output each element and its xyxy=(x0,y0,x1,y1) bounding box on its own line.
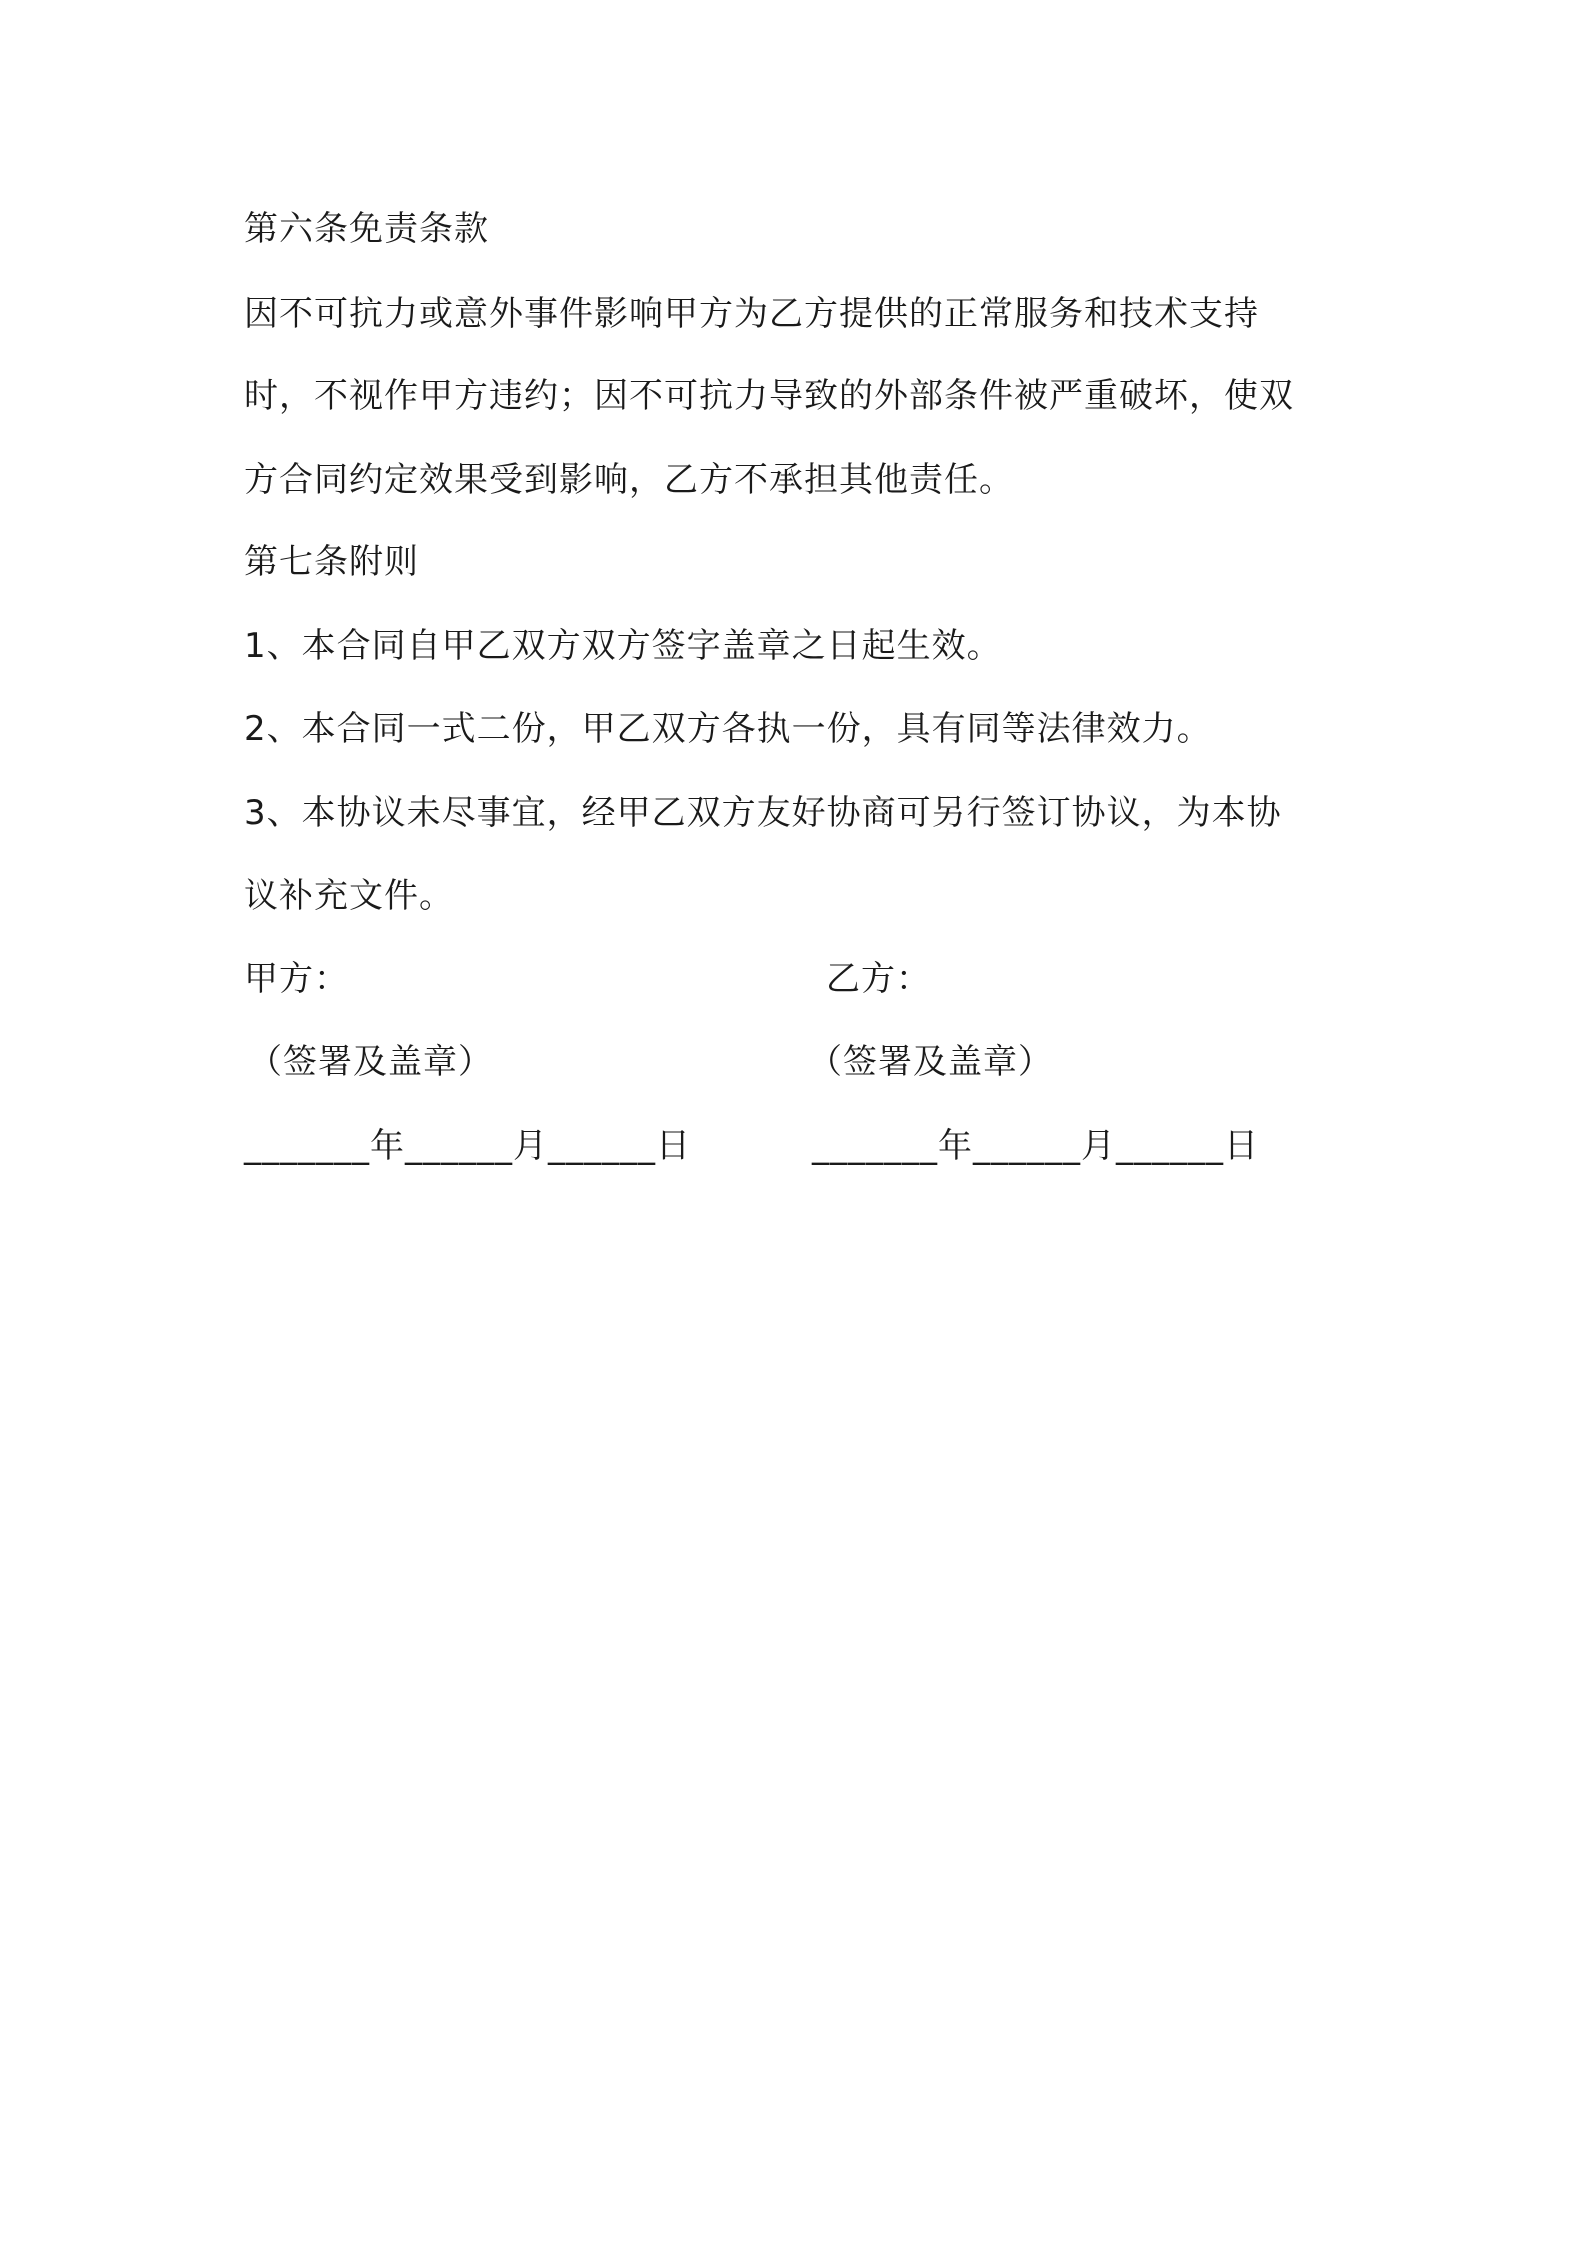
article7-item-3: 3、本协议未尽事宜，经甲乙双方友好协商可另行签订协议，为本协 xyxy=(244,793,1282,833)
article7-item-1: 1、本合同自甲乙双方双方签字盖章之日起生效。 xyxy=(244,626,1002,666)
article6-paragraph-line: 时，不视作甲方违约；因不可抗力导致的外部条件被严重破坏，使双 xyxy=(244,376,1294,416)
party-b-label: 乙方： xyxy=(826,959,931,999)
party-b-seal-note: （签署及盖章） xyxy=(808,1042,1053,1082)
article6-paragraph-line: 方合同约定效果受到影响，乙方不承担其他责任。 xyxy=(244,460,1014,500)
article7-heading: 第七条附则 xyxy=(244,542,419,582)
article6-heading: 第六条免责条款 xyxy=(244,209,489,249)
party-b-date-line: _______年______月______日 xyxy=(812,1126,1259,1166)
party-a-label: 甲方： xyxy=(244,959,349,999)
party-a-date-line: _______年______月______日 xyxy=(244,1126,691,1166)
party-a-seal-note: （签署及盖章） xyxy=(248,1042,493,1082)
article7-item-2: 2、本合同一式二份，甲乙双方各执一份，具有同等法律效力。 xyxy=(244,709,1212,749)
article6-paragraph-line: 因不可抗力或意外事件影响甲方为乙方提供的正常服务和技术支持 xyxy=(244,294,1259,334)
article7-item-3-continued: 议补充文件。 xyxy=(244,876,454,916)
